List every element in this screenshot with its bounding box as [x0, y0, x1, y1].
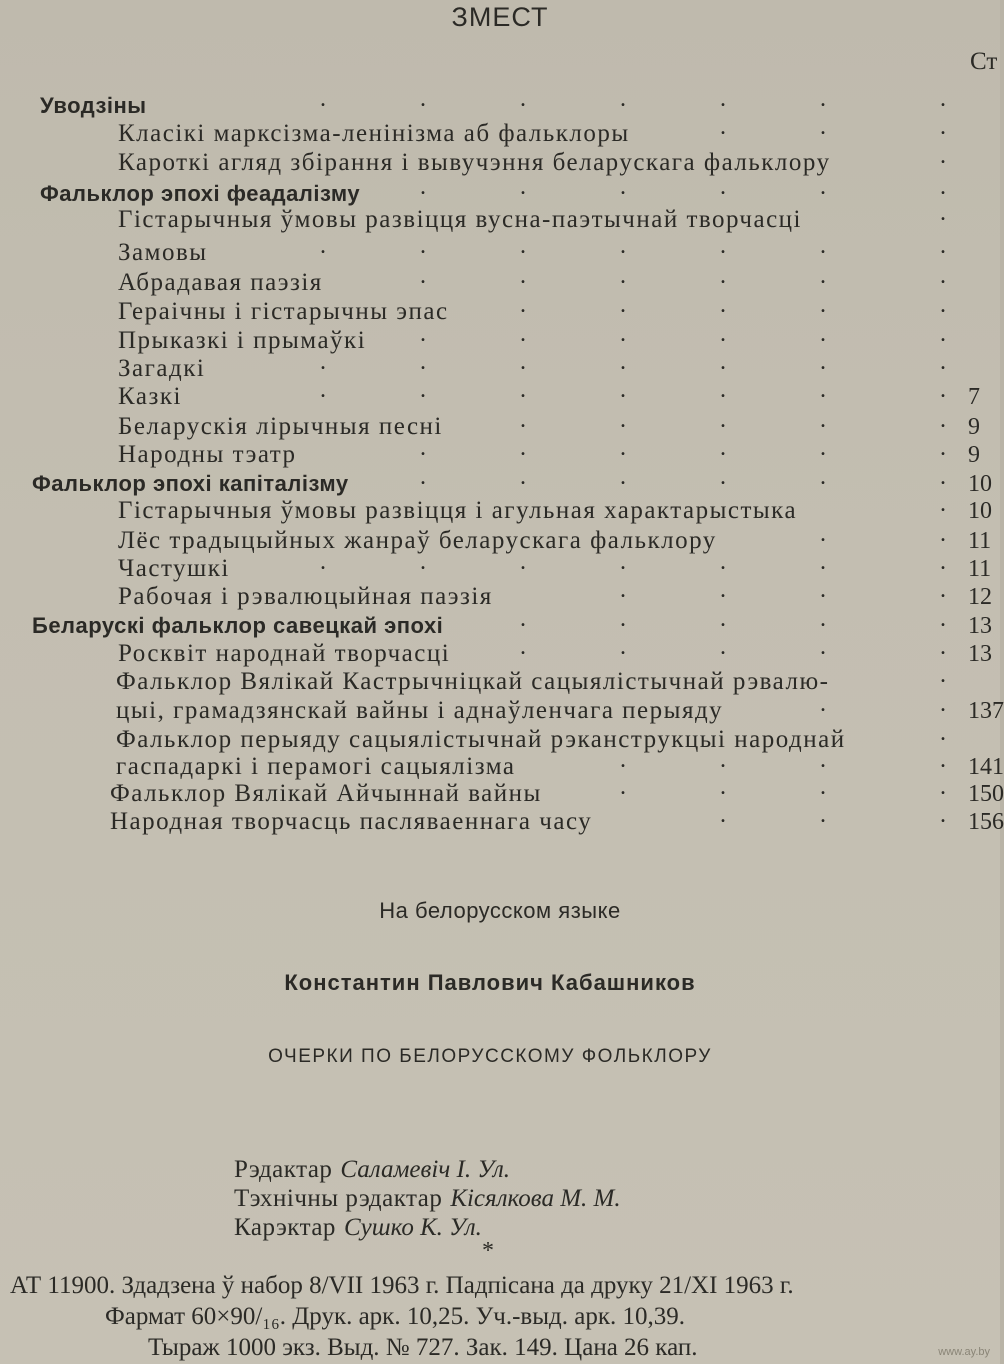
dot-leader: . . . . . — [520, 292, 946, 318]
toc-label: Гераічны і гістарычны эпас — [118, 298, 449, 325]
dot-leader: . — [940, 491, 946, 517]
toc-label: Рабочая і рэвалюцыйная паэзія — [118, 583, 493, 610]
toc-label: цыі, грамадзянскай вайны і аднаўленчага перыяду — [116, 697, 724, 724]
page-column-header: Ст — [970, 48, 998, 75]
imprint — [10, 1270, 794, 1363]
dot-leader: . . . . . . . — [320, 549, 946, 575]
dot-leader: . — [940, 720, 946, 746]
toc-label: Народны тэатр — [118, 441, 297, 468]
toc-label: Частушкі — [118, 555, 230, 582]
toc-label: Уводзіны — [40, 93, 147, 118]
dot-leader: . . . . . . — [420, 435, 946, 461]
toc-label: Фальклор эпохі феадалізму — [40, 181, 361, 206]
toc-page-number: 13 — [968, 613, 992, 639]
toc-label: Фальклор эпохі капіталізму — [32, 471, 349, 496]
imprint-line: Фармат 60×90/₁₆. Друк. арк. 10,25. Уч.-выд. арк. 10,39. — [105, 1303, 685, 1330]
dot-leader: . . — [820, 691, 946, 717]
toc-label: Абрадавая паэзія — [118, 269, 323, 296]
dot-leader: . . . . . . . — [320, 377, 946, 403]
toc-page-number: 12 — [968, 584, 992, 610]
imprint-line: АТ 11900. Здадзена ў набор 8/VII 1963 г. Падпісана да друку 21/XI 1963 г. — [10, 1272, 794, 1299]
dot-leader: . . . . . . . — [320, 86, 946, 112]
dot-leader: . . . . . — [520, 634, 946, 660]
imprint-line: Тыраж 1000 экз. Выд. № 727. Зак. 149. Цана 26 кап. — [148, 1334, 698, 1361]
language-note: На белорусском языке — [379, 898, 621, 923]
dot-leader: . . . . . . . — [320, 349, 946, 375]
toc-page-number: 7 — [968, 384, 980, 410]
dot-leader: . . . — [720, 802, 946, 828]
dot-leader: . . . . . . — [420, 263, 946, 289]
dot-leader: . . — [820, 521, 946, 547]
toc-page-number: 150 — [968, 781, 1004, 807]
dot-leader: . . . . . . — [420, 321, 946, 347]
dot-leader: . . . . . — [520, 407, 946, 433]
toc-label: Загадкі — [118, 355, 206, 382]
toc-label: Беларускі фальклор савецкай эпохі — [32, 613, 444, 638]
dot-leader: . — [940, 662, 946, 688]
toc-label: Лёс традыцыйных жанраў беларускага фальклору — [118, 527, 717, 554]
toc-page-number: 156 — [968, 809, 1004, 835]
dot-leader: . . . . — [620, 774, 946, 800]
credit-line: Тэхнічны рэдактар Кісялкова М. М. — [234, 1185, 621, 1212]
separator-star: * — [482, 1238, 494, 1264]
toc-label: Казкі — [118, 383, 182, 410]
toc-label: Замовы — [118, 239, 208, 266]
dot-leader: . . . . . . . — [320, 233, 946, 259]
page-title: ЗМЕСТ — [451, 2, 549, 32]
toc-label: Гістарычныя ўмовы развіцця і агульная характарыстыка — [118, 497, 798, 524]
toc-label: Фальклор Вялікай Айчыннай вайны — [110, 780, 542, 807]
toc-page-number: 141 — [968, 754, 1004, 780]
toc-page-number: 10 — [968, 498, 992, 524]
toc-label: Народная творчасць пасляваеннага часу — [110, 808, 593, 835]
toc-page-number: 11 — [968, 556, 992, 582]
toc-label: Класікі марксізма-ленінізма аб фальклоры — [118, 120, 630, 147]
dot-leader: . . . — [720, 114, 946, 140]
watermark: www.ay.by — [938, 1346, 990, 1358]
dot-leader: . — [940, 143, 946, 169]
credit-line: Рэдактар Саламевіч І. Ул. — [234, 1156, 511, 1183]
author-name: Константин Павлович Кабашников — [284, 970, 696, 995]
credits — [234, 1155, 621, 1242]
dot-leader: . . . . . — [520, 606, 946, 632]
dot-leader: . — [940, 200, 946, 226]
toc-label: Фальклор Вялікай Кастрычніцкай сацыялістычнай рэвалю- — [116, 668, 830, 695]
toc-label: Росквіт народнай творчасці — [118, 640, 451, 667]
book-title: ОЧЕРКИ ПО БЕЛОРУССКОМУ ФОЛЬКЛОРУ — [268, 1046, 712, 1067]
toc-label: Кароткі агляд збірання і вывучэння беларускага фальклору — [118, 149, 831, 176]
toc-label: Фальклор перыяду сацыялістычнай рэканструкцыі народнай — [116, 726, 846, 753]
toc-label: Беларускія лірычныя песні — [118, 413, 443, 440]
toc-label: Прыказкі і прымаўкі — [118, 327, 367, 354]
dot-leader: . . . . . . — [420, 174, 946, 200]
toc-page-number: 13 — [968, 641, 992, 667]
toc-label: гаспадаркі і перамогі сацыялізма — [116, 753, 516, 780]
credit-line: Карэктар Сушко К. Ул. — [234, 1214, 482, 1241]
toc-page-number: 9 — [968, 442, 980, 468]
toc-label: Гістарычныя ўмовы развіцця вусна-паэтычнай творчасці — [118, 206, 802, 233]
dot-leader: . . . . . . — [420, 464, 946, 490]
dot-leader: . . . . — [620, 577, 946, 603]
toc-page-number: 11 — [968, 528, 992, 554]
dot-leader: . . . . — [620, 747, 946, 773]
toc-page-number: 10 — [968, 471, 992, 497]
toc-page-number: 137 — [968, 698, 1004, 724]
toc-page-number: 9 — [968, 414, 980, 440]
